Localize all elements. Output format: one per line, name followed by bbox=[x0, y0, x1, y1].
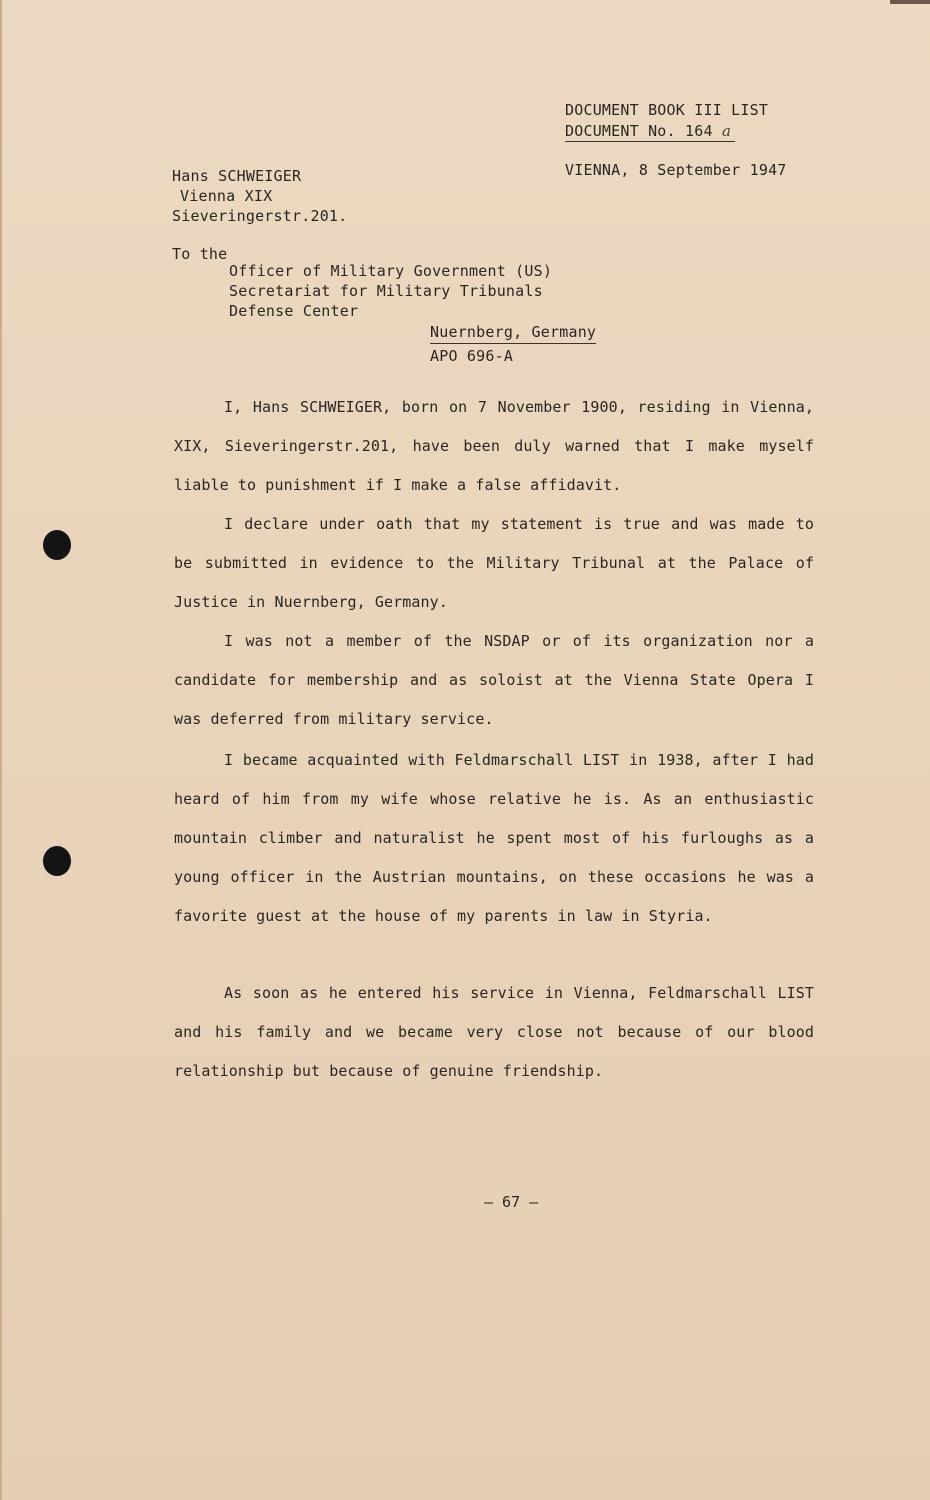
document-number-handwritten-suffix: a bbox=[721, 122, 732, 140]
recipient-address bbox=[229, 261, 552, 321]
sender-district: Vienna XIX bbox=[180, 187, 273, 205]
paragraph-friendship: As soon as he entered his service in Vienna, Feldmarschall LIST and his family and we became very close not because of our blood relationship but because of genuine friendship. bbox=[174, 984, 814, 1080]
place-date: VIENNA, 8 September 1947 bbox=[565, 161, 787, 179]
paragraph-acquaintance: I became acquainted with Feldmarschall LIST in 1938, after I had heard of him from my wife whose relative he is. As an enthusiastic mountain climber and naturalist he spent most of his furloughs as a young officer in the Austrian mountains, on these occasions he was a favorite guest at the house of my parents in law in Styria. bbox=[174, 751, 814, 925]
paragraph-oath-warning: I, Hans SCHWEIGER, born on 7 November 1900, residing in Vienna, XIX, Sieveringerstr.201, have been duly warned that I make myself liable to punishment if I make a false affidavit. bbox=[174, 398, 814, 494]
recipient-city: Nuernberg, Germany bbox=[430, 322, 596, 344]
sender-address bbox=[172, 166, 347, 226]
punch-hole-icon bbox=[43, 530, 71, 560]
document-number bbox=[565, 121, 735, 142]
punch-hole-icon bbox=[43, 846, 71, 876]
paragraph-declaration: I declare under oath that my statement is true and was made to be submitted in evidence to the Military Tribunal at the Palace of Justice in Nuernberg, Germany. bbox=[174, 515, 814, 611]
recipient-line-3: Defense Center bbox=[229, 302, 359, 320]
paragraph-membership: I was not a member of the NSDAP or of its organization nor a candidate for membership and as soloist at the Vienna State Opera I was deferred from military service. bbox=[174, 632, 814, 728]
corner-mark bbox=[890, 0, 930, 4]
sender-name: Hans SCHWEIGER bbox=[172, 167, 302, 185]
recipient-apo: APO 696-A bbox=[430, 347, 514, 365]
recipient-line-1: Officer of Military Government (US) bbox=[229, 262, 553, 280]
page-number: – 67 – bbox=[484, 1193, 539, 1211]
paper-edge bbox=[0, 0, 2, 1500]
document-book-label: DOCUMENT BOOK III LIST bbox=[565, 101, 769, 119]
to-label: To the bbox=[172, 245, 228, 263]
recipient-line-2: Secretariat for Military Tribunals bbox=[229, 282, 543, 300]
sender-street: Sieveringerstr.201. bbox=[172, 207, 348, 225]
document-number-text: DOCUMENT No. 164 bbox=[565, 122, 713, 140]
